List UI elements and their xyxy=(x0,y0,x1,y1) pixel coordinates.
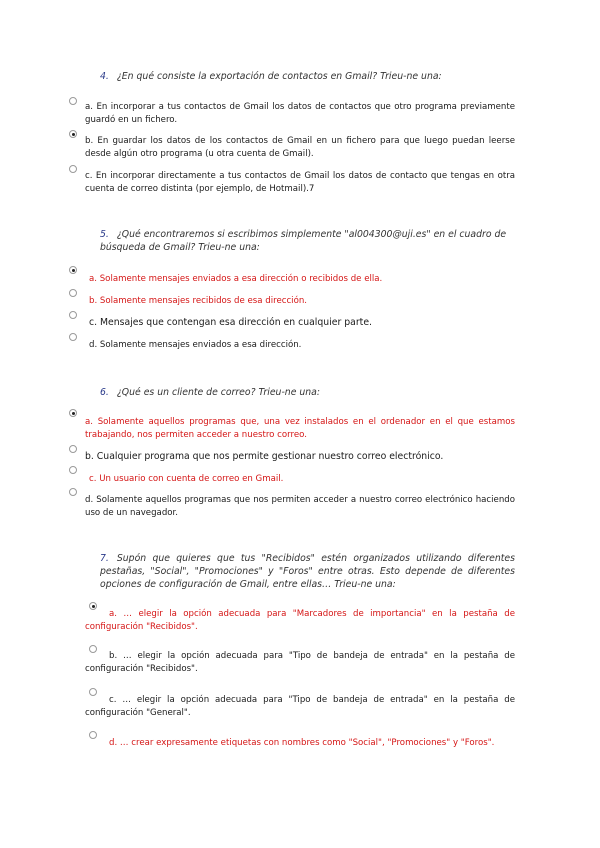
question-number: 7. xyxy=(100,553,109,564)
option-q6-d[interactable]: d. Solamente aquellos programas que nos permiten acceder a nuestro correo electrónico haciendo uso de un navegador. xyxy=(85,495,515,518)
option-q6-a[interactable]: a. Solamente aquellos programas que, una vez instalados en el ordenador en el que estamos trabajando, nos permiten acceder a nuestro correo. xyxy=(85,417,515,440)
radio-q6-d[interactable] xyxy=(69,488,77,496)
option-q4-a[interactable]: a. En incorporar a tus contactos de Gmail los datos de contactos que otro programa previamente guardó en un fichero. xyxy=(85,102,515,125)
option-q7-c[interactable]: c. … elegir la opción adecuada para "Tipo de bandeja de entrada" en la pestaña de configuración "General". xyxy=(85,695,515,718)
question-5 xyxy=(100,228,515,254)
radio-q6-a[interactable] xyxy=(69,409,77,417)
radio-q6-b[interactable] xyxy=(69,445,77,453)
radio-q5-a[interactable] xyxy=(69,266,77,274)
option-q7-d[interactable]: d. … crear expresamente etiquetas con nombres como "Social", "Promociones" y "Foros". xyxy=(109,738,495,748)
option-q5-d[interactable]: d. Solamente mensajes enviados a esa dirección. xyxy=(89,340,302,350)
option-q4-c[interactable]: c. En incorporar directamente a tus contactos de Gmail los datos de contacto que tengas en otra cuenta de correo distinta (por ejemplo, de Hotmail).7 xyxy=(85,171,515,194)
option-q5-a[interactable]: a. Solamente mensajes enviados a esa dirección o recibidos de ella. xyxy=(89,274,383,284)
radio-q4-b[interactable] xyxy=(69,130,77,138)
option-q4-b[interactable]: b. En guardar los datos de los contactos de Gmail en un fichero para que luego puedan leerse desde algún otro programa (u otra cuenta de Gmail). xyxy=(85,136,515,159)
question-number: 5. xyxy=(100,229,109,240)
option-q6-c[interactable]: c. Un usuario con cuenta de correo en Gmail. xyxy=(89,474,284,484)
question-number: 4. xyxy=(100,71,109,82)
question-7 xyxy=(100,552,515,591)
radio-q5-b[interactable] xyxy=(69,289,77,297)
question-text: ¿Qué es un cliente de correo? Trieu-ne una: xyxy=(116,387,320,398)
question-text: ¿Qué encontraremos si escribimos simplemente "al004300@uji.es" en el cuadro de búsqueda de Gmail? Trieu-ne una: xyxy=(100,229,507,253)
question-4 xyxy=(100,70,515,83)
question-text: ¿En qué consiste la exportación de contactos en Gmail? Trieu-ne una: xyxy=(116,71,442,82)
radio-q4-a[interactable] xyxy=(69,97,77,105)
option-q7-a[interactable]: a. … elegir la opción adecuada para "Marcadores de importancia" en la pestaña de configuración "Recibidos". xyxy=(85,609,515,632)
option-q6-b[interactable]: b. Cualquier programa que nos permite gestionar nuestro correo electrónico. xyxy=(85,451,444,462)
question-6 xyxy=(100,386,515,399)
question-text: Supón que quieres que tus "Recibidos" estén organizados utilizando diferentes pestañas, "Social", "Promociones" y "Foros" entre otras. Esto depende de diferentes opciones de configuración de Gmail, entre ellas… Trieu-ne una: xyxy=(100,553,515,590)
radio-q4-c[interactable] xyxy=(69,165,77,173)
option-q5-c[interactable]: c. Mensajes que contengan esa dirección en cualquier parte. xyxy=(89,317,373,328)
radio-q7-d[interactable] xyxy=(89,731,97,739)
option-q7-b[interactable]: b. … elegir la opción adecuada para "Tipo de bandeja de entrada" en la pestaña de configuración "Recibidos". xyxy=(85,651,515,674)
radio-q6-c[interactable] xyxy=(69,466,77,474)
option-q5-b[interactable]: b. Solamente mensajes recibidos de esa dirección. xyxy=(89,296,308,306)
radio-q5-d[interactable] xyxy=(69,333,77,341)
question-number: 6. xyxy=(100,387,109,398)
radio-q5-c[interactable] xyxy=(69,311,77,319)
